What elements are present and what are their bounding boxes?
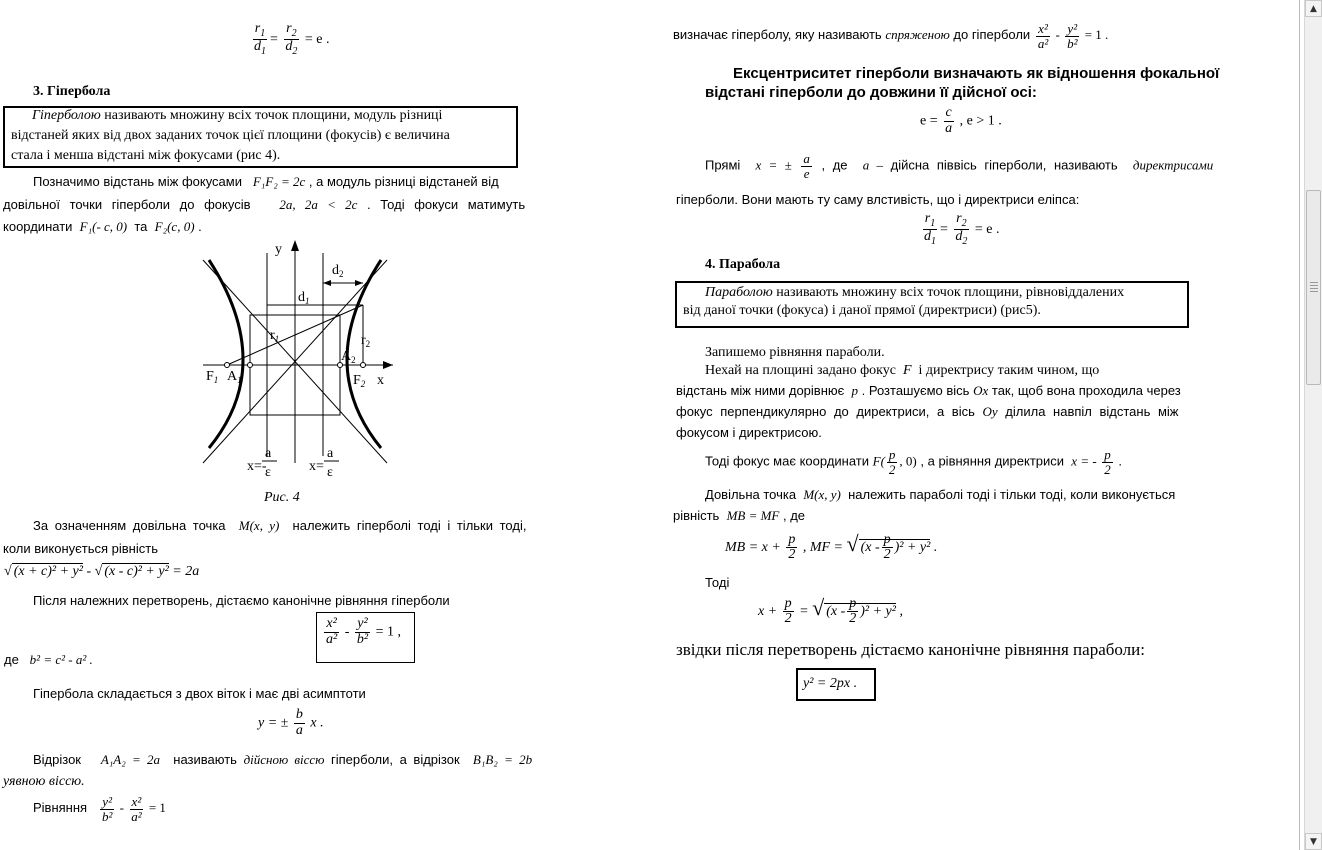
x-plus-p-equation: x + $\frac{p}{2}$ = √ (x - $\frac{p}{2}$ )² + y² , (758, 595, 903, 627)
eccentricity-bold-line2: відстані гіперболи до довжини її дійсної осі: (705, 84, 1037, 101)
parabola-p3: Тоді фокус має координати F( $\frac{p}{2}$ , 0) , а рівняння директриси x = - $\frac{p}{2}$ . (705, 447, 1123, 477)
label-x: x (377, 373, 384, 388)
focus-f2-point (361, 363, 366, 368)
para1-line2: довільної точки гіперболи до фокусів 2a, 2a < 2c . Тоді фокуси матимуть (3, 197, 526, 212)
canonical-parabola-equation: y² = 2px . (803, 676, 858, 691)
label-f1: $F_1$ (206, 369, 219, 385)
x-axis-arrow (383, 361, 393, 369)
asym-right-label: x= (309, 459, 324, 474)
definition-line-2: відстаней яких від двох заданих точок цієї площини (фокусів) є величина (11, 128, 450, 143)
chevron-down-icon: ▼ (1310, 836, 1317, 847)
definition-line-1: Гіперболою називають множину всіх точок площини, модуль різниці (32, 108, 443, 123)
asymptote-equation: y = ± $\frac{b}{a}$ x . (258, 707, 324, 738)
para1-line3: координати F₁(- c, 0) та F₂(c, 0) . (3, 219, 202, 234)
asym-left-label: x=- (247, 459, 267, 474)
focus-f1-point (225, 363, 230, 368)
vertex-a1-point (248, 363, 253, 368)
canonical-hyperbola-equation: $\frac{\text{x²}}{\text{a²}}$ - $\frac{\text{y²}}{\text{b²}}$ = 1 , (326, 616, 401, 647)
parabola-p2-line1: Нехай на площині задано фокус F і директрису таким чином, що (705, 363, 1100, 378)
parabola-p2-line2: відстань між ними дорівнює p . Розташуємо вісь Ox так, щоб вона проходила через (676, 383, 1181, 398)
label-y: y (275, 242, 282, 257)
para4: Гіпербола складається з двох віток і має дві асимптоти (33, 686, 366, 701)
where-line: де b² = c² - a² . (4, 652, 93, 667)
hyperbola-right-branch (347, 260, 381, 448)
parabola-p1: Запишемо рівняння параболи. (705, 345, 885, 360)
label-a1: $A_1$ (227, 369, 242, 385)
d2-arrow-left (323, 280, 331, 286)
para5-line1: Відрізок A₁A₂ = 2a називають дійсною віссю гіперболи, а відрізок B₁B₂ = 2b (33, 752, 533, 767)
label-d1: $d_1$ (298, 290, 310, 306)
para1-line1: Позначимо відстань між фокусами F₁F₂ = 2c , а модуль різниці відстаней від (33, 174, 499, 189)
label-r1: $r_1$ (270, 328, 280, 344)
eccentricity-formula: e = $\frac{c}{a}$ , e > 1 . (920, 105, 1002, 136)
chevron-up-icon: ▲ (1310, 3, 1317, 14)
parabola-def-line2: від даної точки (фокуса) і даної прямої (директриси) (рис5). (683, 303, 1041, 318)
mb-mf-equation: MB = x + $\frac{p}{2}$ , MF = √ (x - $\frac{p}{2}$ )² + y² . (725, 531, 938, 563)
formula-ratio-right: $\frac{r_1}{d_1}$ = $\frac{r_2}{d_2}$ = e . (924, 211, 1000, 248)
definition-line-3: стала і менша відстані між фокусами (рис 4). (11, 148, 281, 163)
asym-right-num: a (327, 446, 334, 461)
parabola-p2-line4: фокусом і директрисою. (676, 425, 822, 440)
y-axis-arrow (291, 240, 299, 251)
d2-arrow-right (355, 280, 363, 286)
label-r2: $r_2$ (361, 333, 371, 349)
scroll-down-button[interactable] (1305, 833, 1322, 850)
figure-caption: Рис. 4 (264, 490, 300, 505)
label-a2: $A_2$ (341, 349, 356, 365)
section-heading-parabola: 4. Парабола (705, 257, 781, 272)
asym-left-num: a (265, 446, 272, 461)
scroll-up-button[interactable] (1305, 0, 1322, 17)
parabola-p4-line2: рівність MB = MF , де (673, 508, 806, 523)
conjugate-line: визначає гіперболу, яку називають спряженою до гіперболи $\frac{\text{x²}}{\text{a²}}$ - $\frac{\text{y²}}{\text{b²}}$ = 1 . (673, 21, 1109, 51)
para5-line2: уявною віссю. (3, 774, 85, 789)
page-edge (1299, 0, 1300, 850)
parabola-p4-line1: Довільна точка M(x, y) належить параболі тоді і тільки тоді, коли виконується (705, 487, 1176, 502)
final-line: звідки після перетворень дістаємо канонічне рівняння параболи: (676, 640, 1145, 659)
hyperbola-figure (195, 238, 405, 478)
asym-right-den: ε (327, 465, 333, 478)
para2-line1: За означенням довільна точка M(x, y) належить гіперболі тоді і тільки тоді, (33, 518, 527, 533)
parabola-p2-line3: фокус перпендикулярно до директриси, а вісь Oy ділила навпіл відстань між (676, 404, 1179, 419)
formula-ratio-top: $\frac{r_1}{d_1}$ = $\frac{r_2}{d_2}$ = e . (254, 21, 330, 58)
para3: Після належних перетворень, дістаємо канонічне рівняння гіперболи (33, 593, 450, 608)
para2-line2: коли виконується рівність (3, 541, 158, 556)
then-word: Тоді (705, 575, 730, 590)
scrollbar-thumb[interactable] (1306, 190, 1321, 385)
asym-left-den: ε (265, 465, 271, 478)
section-heading-hyperbola: 3. Гіпербола (33, 84, 111, 99)
para6: Рівняння $\frac{\text{y²}}{\text{b²}}$ - $\frac{\text{x²}}{\text{a²}}$ = 1 (33, 794, 166, 824)
eccentricity-bold-line1: Ексцентриситет гіперболи визначають як відношення фокальної (733, 65, 1220, 82)
label-d2: $d_2$ (332, 263, 344, 279)
distance-equation: √ (x + c)² + y² - √ (x - c)² + y² = 2a (4, 564, 200, 579)
parabola-def-line1: Параболою називають множину всіх точок площини, рівновіддалених (705, 285, 1125, 300)
directrix-line2: гіперболи. Вони мають ту саму влстивість, що і директриси еліпса: (676, 192, 1080, 207)
hyperbola-left-branch (209, 260, 243, 448)
directrix-line1: Прямі x = ± $\frac{a}{e}$ , де a – дійсна піввісь гіперболи, називають директрисами (705, 151, 1214, 181)
label-f2: $F_2$ (353, 373, 366, 389)
vertical-scrollbar[interactable] (1304, 0, 1322, 850)
